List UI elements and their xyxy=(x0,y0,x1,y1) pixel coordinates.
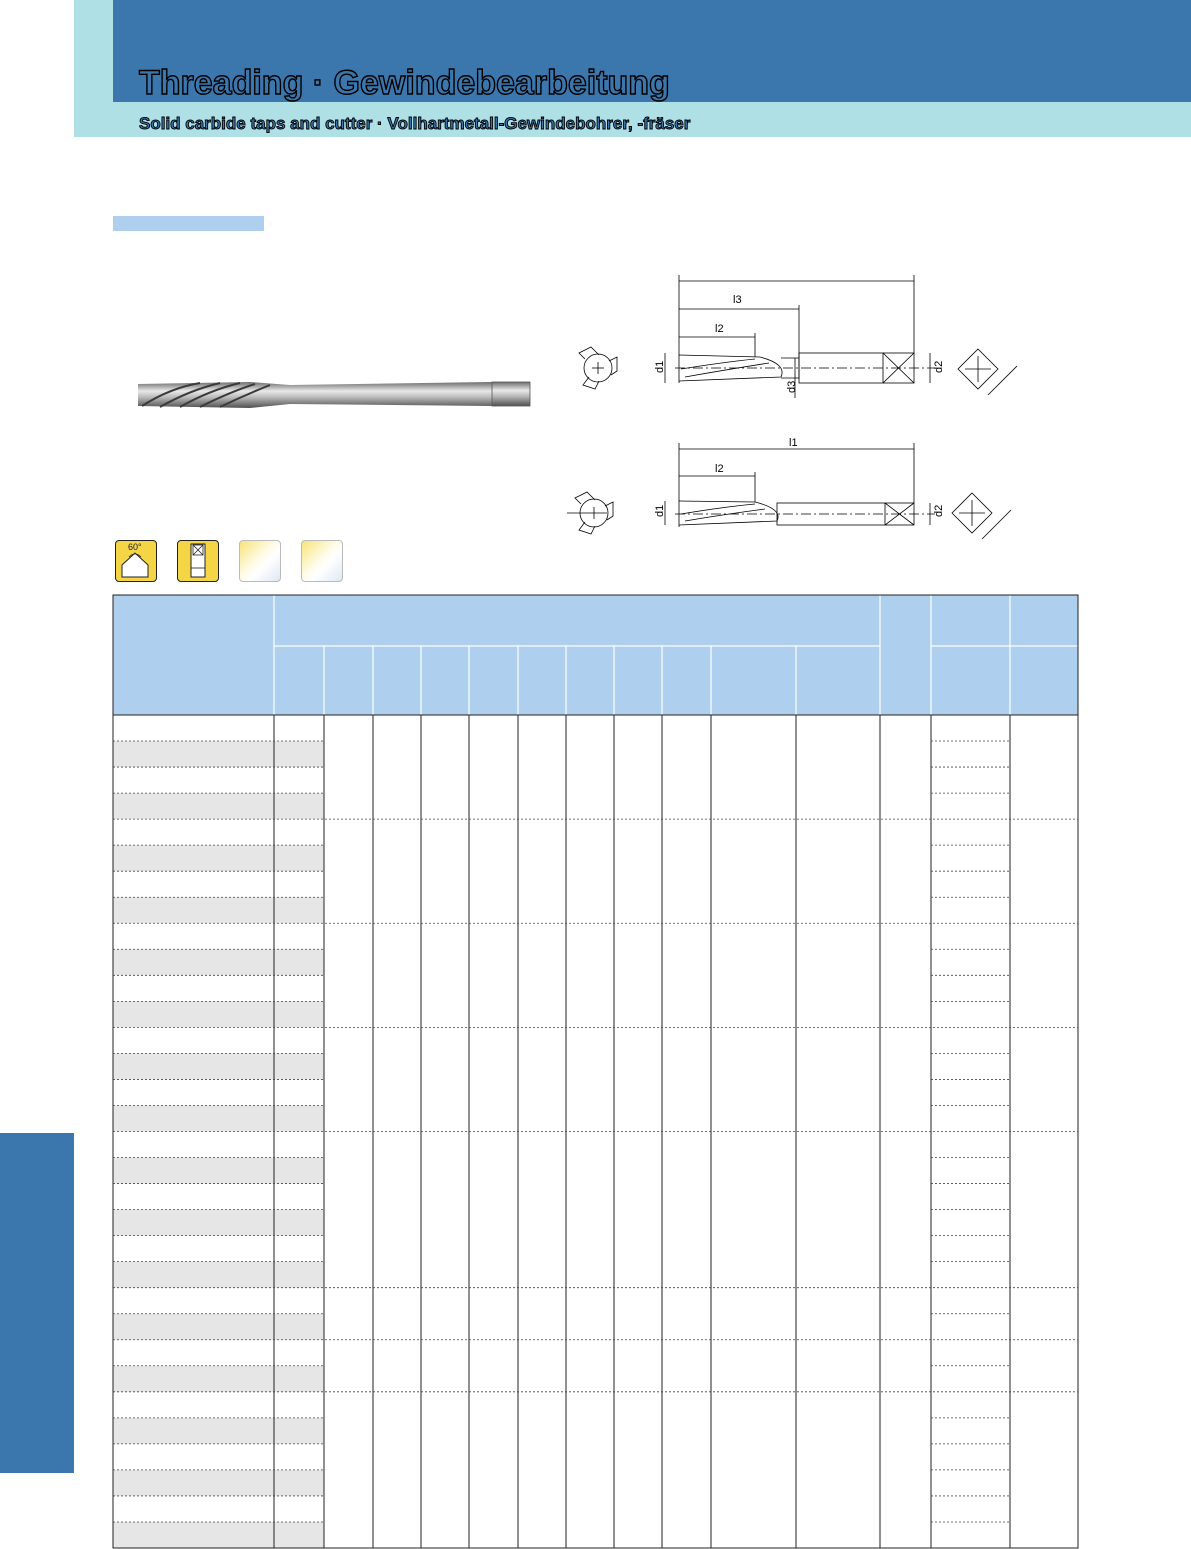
page-subtitle: Solid carbide taps and cutter · Vollhartmetall-Gewindebohrer, -fräser xyxy=(139,114,691,133)
table-row-shade xyxy=(113,1053,324,1079)
dim-label-d2-bottom: d2 xyxy=(933,504,945,517)
dim-label-l1: l1 xyxy=(789,437,798,449)
table-row-shade xyxy=(113,1366,324,1392)
dim-label-l2-bottom: l2 xyxy=(715,463,724,475)
table-row-shade xyxy=(113,949,324,975)
table-row-shade xyxy=(113,1262,324,1288)
dim-label-d1-bottom: d1 xyxy=(654,504,666,517)
table-row-shade xyxy=(113,1522,324,1548)
angle-label: 60° xyxy=(128,542,142,552)
table-row-shade xyxy=(113,1001,324,1027)
dim-label-d3: d3 xyxy=(786,380,798,393)
table-row-shade xyxy=(113,1314,324,1340)
table-row-shade xyxy=(113,1210,324,1236)
page-title: Threading · Gewindebearbeitung xyxy=(139,64,670,102)
table-row-shade xyxy=(113,1418,324,1444)
table-row-shade xyxy=(113,845,324,871)
table-row-shade xyxy=(113,741,324,767)
table-row-shade xyxy=(113,1470,324,1496)
dim-label-d2-top: d2 xyxy=(933,360,945,373)
table-row-shade xyxy=(113,1158,324,1184)
table-row-shade xyxy=(113,897,324,923)
dim-label-l3: l3 xyxy=(733,294,742,306)
table-header xyxy=(113,595,1078,715)
dim-label-l2-top: l2 xyxy=(715,323,724,335)
table-row-shade xyxy=(113,1105,324,1131)
table-row-shade xyxy=(113,793,324,819)
dim-label-d1-top: d1 xyxy=(654,360,666,373)
